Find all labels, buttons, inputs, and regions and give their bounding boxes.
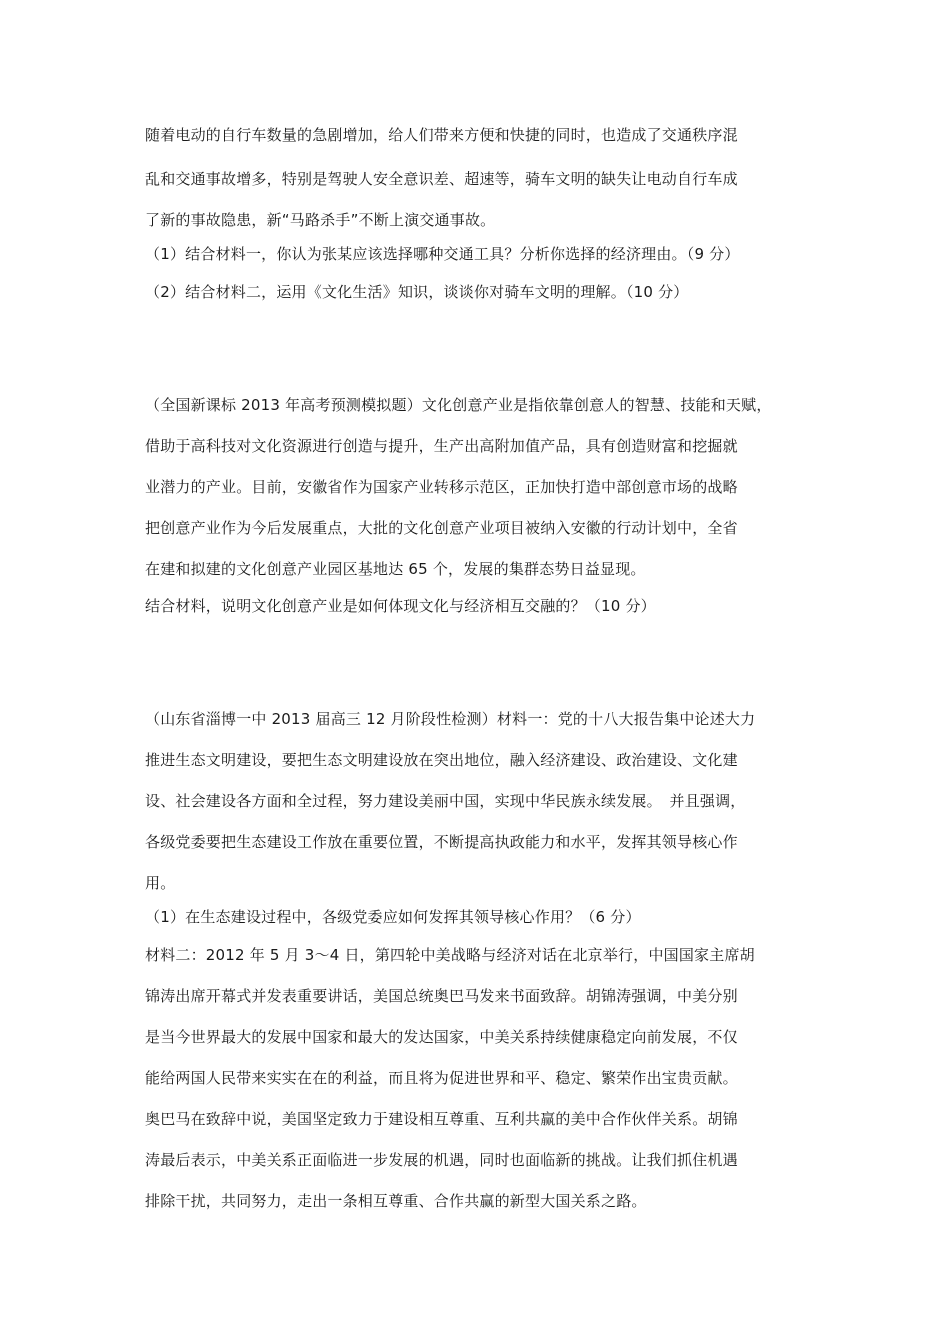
question-line: （1）在生态建设过程中，各级党委应如何发挥其领导核心作用？（6 分） [145,908,641,926]
paragraph-line: 排除干扰，共同努力，走出一条相互尊重、合作共赢的新型大国关系之路。 [145,1192,647,1210]
paragraph-line: 是当今世界最大的发展中国家和最大的发达国家，中美关系持续健康稳定向前发展，不仅 [145,1028,738,1046]
paragraph-line: 能给两国人民带来实实在在的利益，而且将为促进世界和平、稳定、繁荣作出宝贵贡献。 [145,1069,738,1087]
question-line: （2）结合材料二，运用《文化生活》知识，谈谈你对骑车文明的理解。（10 分） [145,283,689,301]
paragraph-line: 了新的事故隐患，新“马路杀手”不断上演交通事故。 [145,211,496,229]
paragraph-line: 在建和拟建的文化创意产业园区基地达 65 个，发展的集群态势日益显现。 [145,560,646,578]
paragraph-line: 把创意产业作为今后发展重点，大批的文化创意产业项目被纳入安徽的行动计划中，全省 [145,519,738,537]
paragraph-line: 乱和交通事故增多，特别是驾驶人安全意识差、超速等，骑车文明的缺失让电动自行车成 [145,170,738,188]
paragraph-line: 推进生态文明建设，要把生态文明建设放在突出地位，融入经济建设、政治建设、文化建 [145,751,738,769]
paragraph-line: 涛最后表示，中美关系正面临进一步发展的机遇，同时也面临新的挑战。让我们抓住机遇 [145,1151,738,1169]
paragraph-line: 各级党委要把生态建设工作放在重要位置，不断提高执政能力和水平，发挥其领导核心作 [145,833,738,851]
paragraph-line: 业潜力的产业。目前，安徽省作为国家产业转移示范区，正加快打造中部创意市场的战略 [145,478,738,496]
paragraph-line: 材料二：2012 年 5 月 3～4 日，第四轮中美战略与经济对话在北京举行，中国国家主席胡 [145,946,755,964]
paragraph-line: 随着电动的自行车数量的急剧增加，给人们带来方便和快捷的同时，也造成了交通秩序混 [145,126,738,144]
question-line: 结合材料，说明文化创意产业是如何体现文化与经济相互交融的？（10 分） [145,597,656,615]
paragraph-line: （全国新课标 2013 年高考预测模拟题）文化创意产业是指依靠创意人的智慧、技能和天赋， [145,396,772,414]
paragraph-line: 设、社会建设各方面和全过程，努力建设美丽中国，实现中华民族永续发展。 并且强调， [145,792,746,810]
question-line: （1）结合材料一，你认为张某应该选择哪种交通工具？分析你选择的经济理由。（9 分） [145,245,740,263]
paragraph-line: （山东省淄博一中 2013 届高三 12 月阶段性检测）材料一：党的十八大报告集中论述大力 [145,710,756,728]
paragraph-line: 奥巴马在致辞中说，美国坚定致力于建设相互尊重、互利共赢的美中合作伙伴关系。胡锦 [145,1110,738,1128]
paragraph-line: 用。 [145,874,176,892]
paragraph-line: 锦涛出席开幕式并发表重要讲话，美国总统奥巴马发来书面致辞。胡锦涛强调，中美分别 [145,987,738,1005]
paragraph-line: 借助于高科技对文化资源进行创造与提升，生产出高附加值产品，具有创造财富和挖掘就 [145,437,738,455]
